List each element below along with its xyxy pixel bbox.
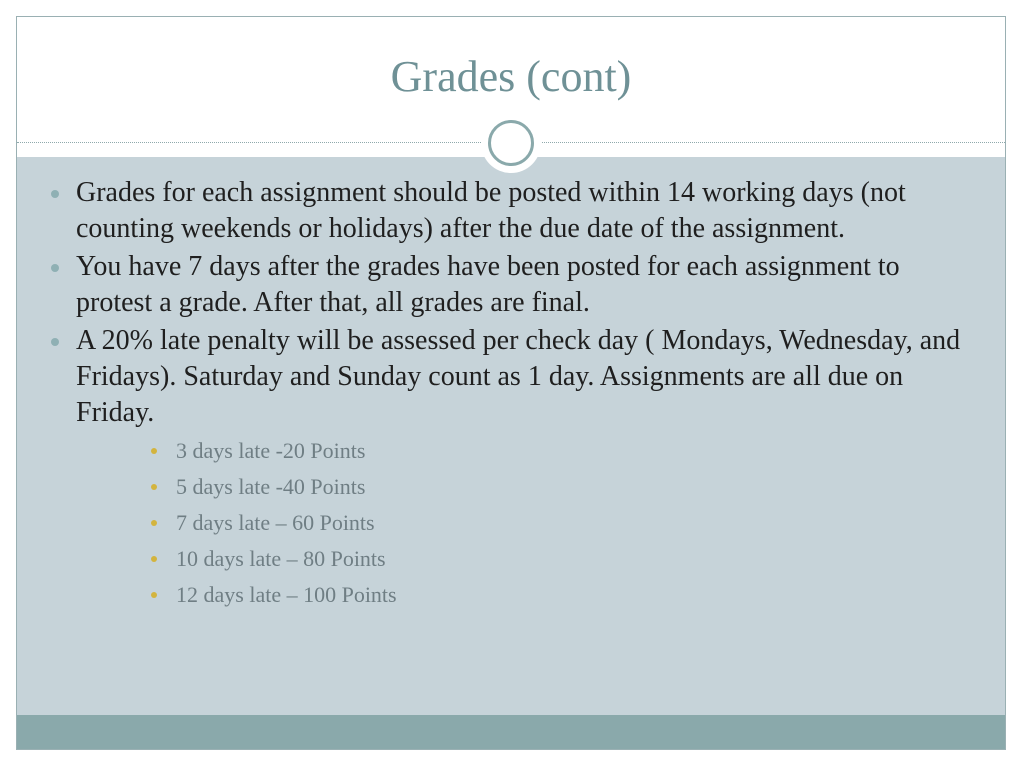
list-item bbox=[17, 249, 1005, 321]
sub-list-item bbox=[76, 433, 969, 469]
sub-list-item bbox=[76, 577, 969, 613]
sub-bullet-text: 7 days late – 60 Points bbox=[176, 510, 375, 535]
sub-list-item bbox=[76, 541, 969, 577]
sub-bullet-text: 3 days late -20 Points bbox=[176, 438, 366, 463]
sub-bullet-dot-icon bbox=[151, 520, 157, 526]
bullet-dot-icon bbox=[51, 190, 59, 198]
slide-frame bbox=[16, 16, 1006, 750]
sub-bullet-text: 5 days late -40 Points bbox=[176, 474, 366, 499]
sub-bullet-dot-icon bbox=[151, 448, 157, 454]
list-item bbox=[17, 323, 1005, 613]
divider-ring bbox=[488, 120, 534, 166]
slide-title: Grades (cont) bbox=[390, 52, 632, 101]
list-item bbox=[17, 175, 1005, 247]
sub-bullet-dot-icon bbox=[151, 484, 157, 490]
sub-bullet-dot-icon bbox=[151, 592, 157, 598]
bullet-text: Grades for each assignment should be posted within 14 working days (not counting weekends or holidays) after the due date of the assignment. bbox=[76, 177, 906, 244]
divider-circle-icon bbox=[481, 113, 541, 173]
bullet-list bbox=[17, 175, 1005, 615]
bullet-text: You have 7 days after the grades have been posted for each assignment to protest a grade. After that, all grades are final. bbox=[76, 251, 900, 318]
sub-bullet-text: 10 days late – 80 Points bbox=[176, 546, 386, 571]
sub-list-item bbox=[76, 469, 969, 505]
late-penalty-list bbox=[76, 433, 969, 613]
bullet-text: A 20% late penalty will be assessed per check day ( Mondays, Wednesday, and Fridays). Saturday and Sunday count as 1 day. Assignments are all due on Friday. bbox=[76, 325, 961, 428]
sub-list-item bbox=[76, 505, 969, 541]
footer-bar bbox=[17, 715, 1005, 750]
sub-bullet-dot-icon bbox=[151, 556, 157, 562]
bullet-dot-icon bbox=[51, 264, 59, 272]
sub-bullet-text: 12 days late – 100 Points bbox=[176, 582, 397, 607]
bullet-dot-icon bbox=[51, 338, 59, 346]
